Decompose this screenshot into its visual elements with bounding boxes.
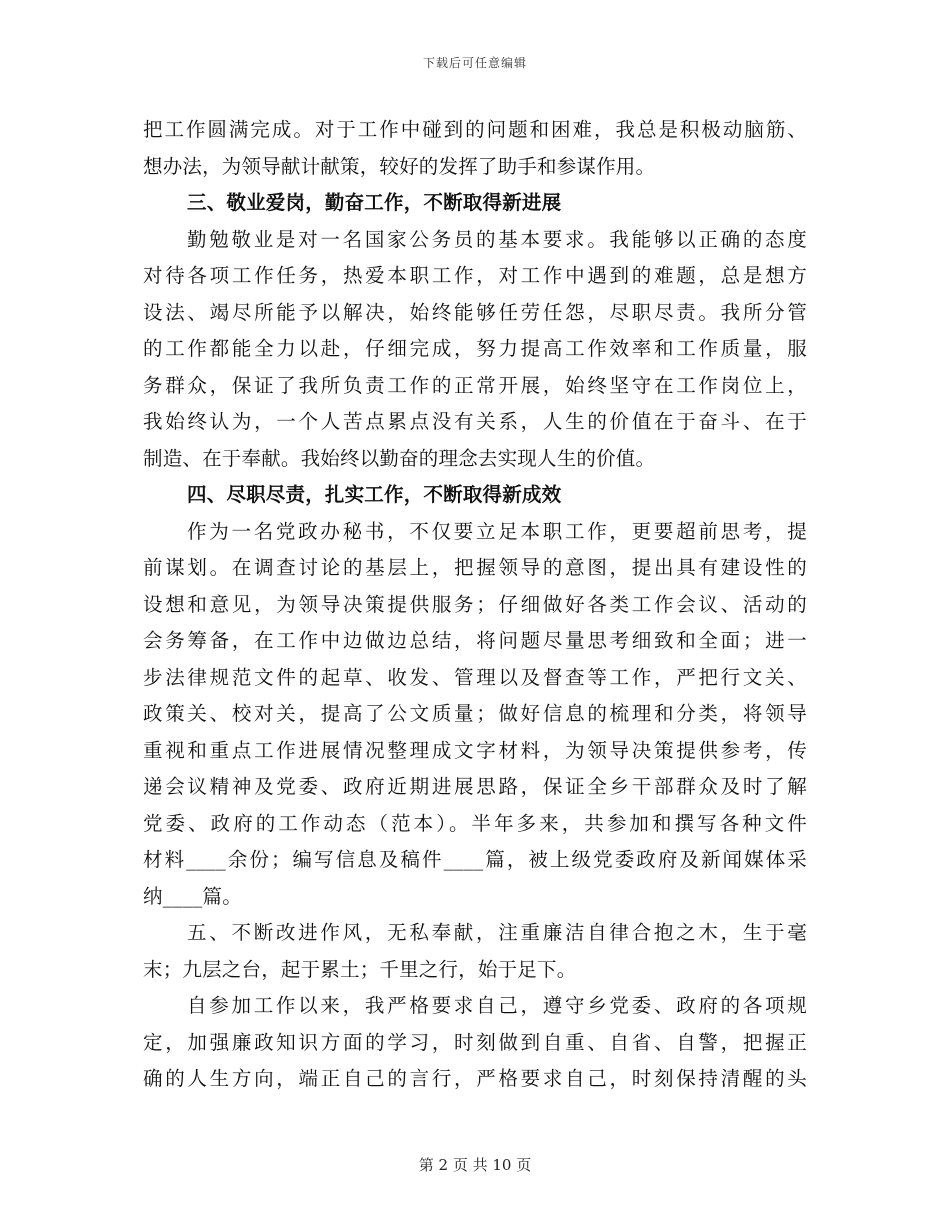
page-header: 下载后可任意编辑 (422, 56, 527, 70)
body-line: 自参加工作以来，我严格要求自己，遵守乡党委、政府的各项规 (187, 994, 807, 1017)
page-number: 第 2 页 共 10 页 (418, 1156, 532, 1174)
body-line: 作为一名党政办秘书，不仅要立足本职工作，更要超前思考，提 (187, 519, 807, 543)
section-heading-4: 四、尽职尽责，扎实工作，不断取得新成效 (187, 483, 562, 506)
body-line: 步法律规范文件的起草、收发、管理以及督查等工作，严把行文关、 (143, 665, 807, 689)
body-line: 纳____篇。 (143, 884, 242, 908)
body-line: 的工作都能全力以赴，仔细完成，努力提高工作效率和工作质量，服 (143, 337, 807, 360)
document-body (143, 112, 807, 1098)
section-heading-3: 三、敬业爱岗，勤奋工作，不断取得新进展 (187, 191, 562, 214)
body-line: 设法、竭尽所能予以解决，始终能够任劳任怨，尽职尽责。我所分管 (143, 300, 807, 324)
body-line: 重视和重点工作进展情况整理成文字材料，为领导决策提供参考，传 (143, 738, 807, 762)
body-line: 递会议精神及党委、政府近期进展思路，保证全乡干部群众及时了解 (143, 775, 807, 798)
body-line: 会务筹备，在工作中边做边总结，将问题尽量思考细致和全面；进一 (143, 629, 807, 652)
body-line: 把工作圆满完成。对于工作中碰到的问题和困难，我总是积极动脑筋、 (143, 118, 807, 141)
body-line: 党委、政府的工作动态（范本）。半年多来，共参加和撰写各种文件 (143, 811, 807, 835)
body-line: 材料____余份；编写信息及稿件____篇，被上级党委政府及新闻媒体采 (143, 848, 807, 871)
body-line: 前谋划。在调查讨论的基层上，把握领导的意图，提出具有建设性的 (143, 556, 807, 579)
body-line: 勤勉敬业是对一名国家公务员的基本要求。我能够以正确的态度 (187, 227, 807, 251)
body-line: 末；九层之台，起于累土；千里之行，始于足下。 (143, 957, 577, 981)
body-line: 设想和意见，为领导决策提供服务；仔细做好各类工作会议、活动的 (143, 592, 807, 616)
section-heading-5: 五、不断改进作风，无私奉献，注重廉洁自律合抱之木，生于毫 (187, 921, 807, 944)
body-line: 定，加强廉政知识方面的学习，时刻做到自重、自省、自警，把握正 (143, 1030, 807, 1054)
body-line: 对待各项工作任务，热爱本职工作，对工作中遇到的难题，总是想方 (143, 264, 807, 287)
body-line: 想办法，为领导献计献策，较好的发挥了助手和参谋作用。 (143, 154, 656, 178)
body-line: 务群众，保证了我所负责工作的正常开展，始终坚守在工作岗位上， (143, 373, 807, 397)
body-line: 我始终认为，一个人苦点累点没有关系，人生的价值在于奋斗、在于 (143, 410, 807, 433)
body-line: 政策关、校对关，提高了公文质量；做好信息的梳理和分类，将领导 (143, 702, 807, 725)
body-line: 制造、在于奉献。我始终以勤奋的理念去实现人生的价值。 (143, 446, 656, 470)
body-line: 确的人生方向，端正自己的言行，严格要求自己，时刻保持清醒的头 (143, 1067, 807, 1090)
